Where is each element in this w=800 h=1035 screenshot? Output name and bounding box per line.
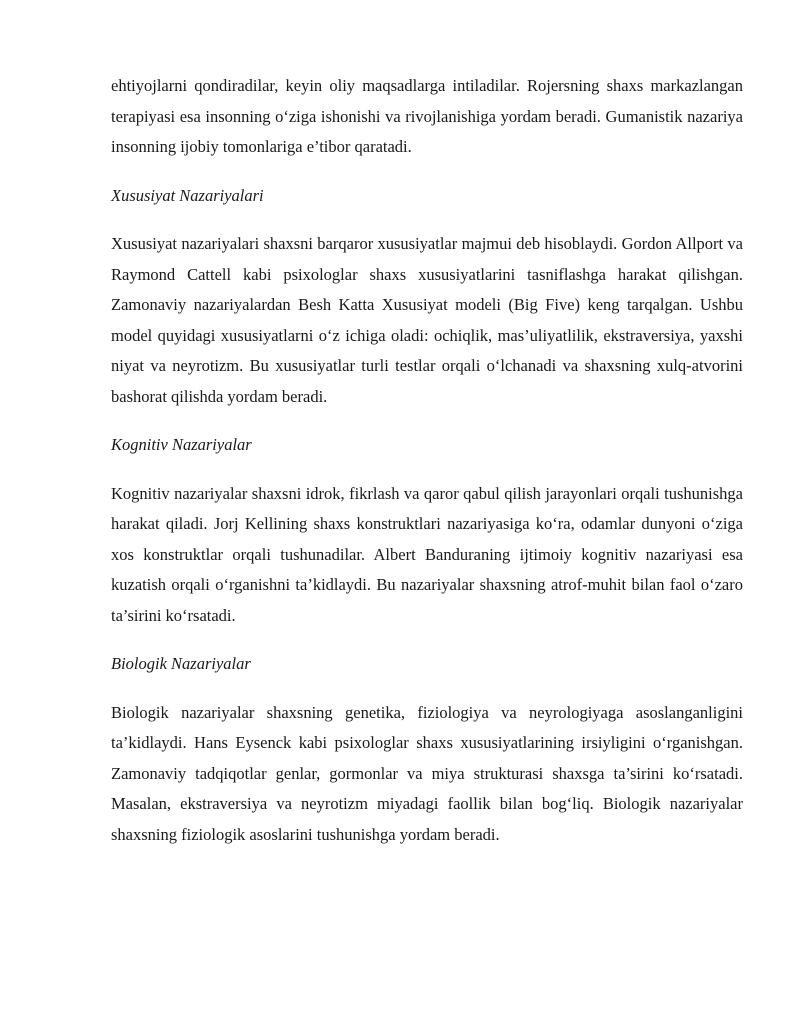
section-heading-biological: Biologik Nazariyalar	[111, 654, 251, 673]
intro-paragraph: ehtiyojlarni qondiradilar, keyin oliy maqsadlarga intiladilar. Rojersning shaxs markazlangan terapiyasi esa insonning o‘ziga ishonishi va rivojlanishiga yordam beradi. Gumanistik nazariya insonning ijobiy tomonlariga e’tibor qaratadi.	[111, 76, 743, 156]
section-heading-cognitive: Kognitiv Nazariyalar	[111, 435, 252, 454]
traits-paragraph: Xususiyat nazariyalari shaxsni barqaror xususiyatlar majmui deb hisoblaydi. Gordon Allport va Raymond Cattell kabi psixologlar shaxs xususiyatlarini tasniflashga harakat qilishgan. Zamonaviy nazariyalardan Besh Katta Xususiyat modeli (Big Five) keng tarqalgan. Ushbu model quyidagi xususiyatlarni o‘z ichiga oladi: ochiqlik, mas’uliyatlilik, ekstraversiya, yaxshi niyat va neyrotizm. Bu xususiyatlar turli testlar orqali o‘lchanadi va shaxsning xulq-atvorini bashorat qilishda yordam beradi.	[111, 234, 743, 406]
biological-paragraph: Biologik nazariyalar shaxsning genetika, fiziologiya va neyrologiyaga asoslanganligini ta’kidlaydi. Hans Eysenck kabi psixologlar shaxs xususiyatlarining irsiyligini o‘rganishgan. Zamonaviy tadqiqotlar genlar, gormonlar va miya strukturasi shaxsga ta’sirini ko‘rsatadi. Masalan, ekstraversiya va neyrotizm miyadagi faollik bilan bog‘liq. Biologik nazariyalar shaxsning fiziologik asoslarini tushunishga yordam beradi.	[111, 702, 743, 844]
cognitive-paragraph: Kognitiv nazariyalar shaxsni idrok, fikrlash va qaror qabul qilish jarayonlari orqali tushunishga harakat qiladi. Jorj Kellining shaxs konstruktlari nazariyasiga ko‘ra, odamlar dunyoni o‘ziga xos konstruktlar orqali tushunadilar. Albert Banduraning ijtimoiy kognitiv nazariyasi esa kuzatish orqali o‘rganishni ta’kidlaydi. Bu nazariyalar shaxsning atrof-muhit bilan faol o‘zaro ta’sirini ko‘rsatadi.	[111, 483, 743, 625]
section-heading-traits: Xususiyat Nazariyalari	[111, 185, 264, 205]
document-page	[111, 71, 743, 868]
